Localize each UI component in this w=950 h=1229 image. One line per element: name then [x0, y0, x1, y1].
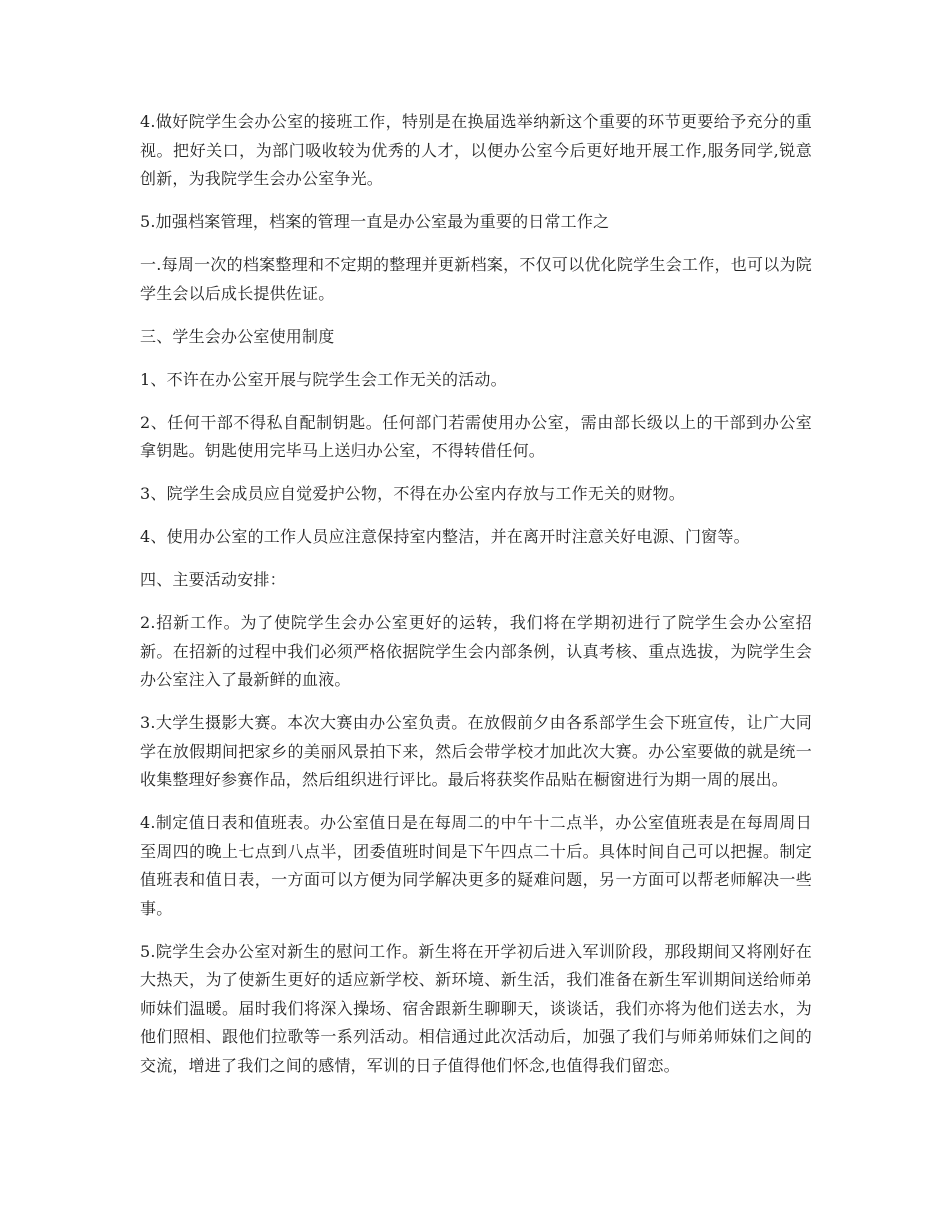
section-heading-office-rules: 三、学生会办公室使用制度 — [140, 326, 335, 346]
activity-recruitment: 2.招新工作。为了使院学生会办公室更好的运转，我们将在学期初进行了院学生会办公室招新。在招新的过程中我们必须严格依据院学生会内部条例，认真考核、重点选拔，为院学生会办公室注入了最新鲜的血液。 — [140, 613, 812, 689]
activity-photo-contest: 3.大学生摄影大赛。本次大赛由办公室负责。在放假前夕由各系部学生会下班宣传，让广大同学在放假期间把家乡的美丽风景拍下来，然后会带学校才加此次大赛。办公室要做的就是统一收集整理好参赛作品，然后组织进行评比。最后将获奖作品贴在橱窗进行为期一周的展出。 — [140, 713, 812, 789]
rule-item-3: 3、院学生会成员应自觉爱护公物，不得在办公室内存放与工作无关的财物。 — [140, 484, 685, 503]
paragraph-archive-weekly: 一.每周一次的档案整理和不定期的整理并更新档案，不仅可以优化院学生会工作，也可以为院学生会以后成长提供佐证。 — [140, 255, 812, 303]
rule-item-1: 1、不许在办公室开展与院学生会工作无关的活动。 — [140, 369, 507, 389]
activity-duty-roster: 4.制定值日表和值班表。办公室值日是在每周二的中午十二点半，办公室值班表是在每周周日至周四的晚上七点到八点半，团委值班时间是下午四点二十后。具体时间自己可以把握。制定值班表和值日表，一方面可以方便为同学解决更多的疑难问题，另一方面可以帮老师解决一些事。 — [140, 813, 812, 918]
rule-item-2: 2、任何干部不得私自配制钥匙。任何部门若需使用办公室，需由部长级以上的干部到办公室拿钥匙。钥匙使用完毕马上送归办公室，不得转借任何。 — [140, 412, 812, 460]
paragraph-archive-management: 5.加强档案管理，档案的管理一直是办公室最为重要的日常工作之 — [140, 212, 610, 231]
rule-item-4: 4、使用办公室的工作人员应注意保持室内整洁，并在离开时注意关好电源、门窗等。 — [140, 527, 750, 546]
document-body — [140, 108, 812, 1095]
section-heading-activities: 四、主要活动安排： — [140, 570, 286, 589]
paragraph-handover-work: 4.做好院学生会办公室的接班工作，特别是在换届选举纳新这个重要的环节更要给予充分的重视。把好关口，为部门吸收较为优秀的人才，以便办公室今后更好地开展工作,服务同学,锐意创新，为我院学生会办公室争光。 — [140, 112, 812, 188]
activity-freshman-care: 5.院学生会办公室对新生的慰问工作。新生将在开学初后进入军训阶段，那段期间又将刚好在大热天，为了使新生更好的适应新学校、新环境、新生活，我们准备在新生军训期间送给师弟师妹们温暖。届时我们将深入操场、宿舍跟新生聊聊天，谈谈话，我们亦将为他们送去水，为他们照相、跟他们拉歌等一系列活动。相信通过此次活动后，加强了我们与师弟师妹们之间的交流，增进了我们之间的感情，军训的日子值得他们怀念,也值得我们留恋。 — [140, 941, 812, 1075]
